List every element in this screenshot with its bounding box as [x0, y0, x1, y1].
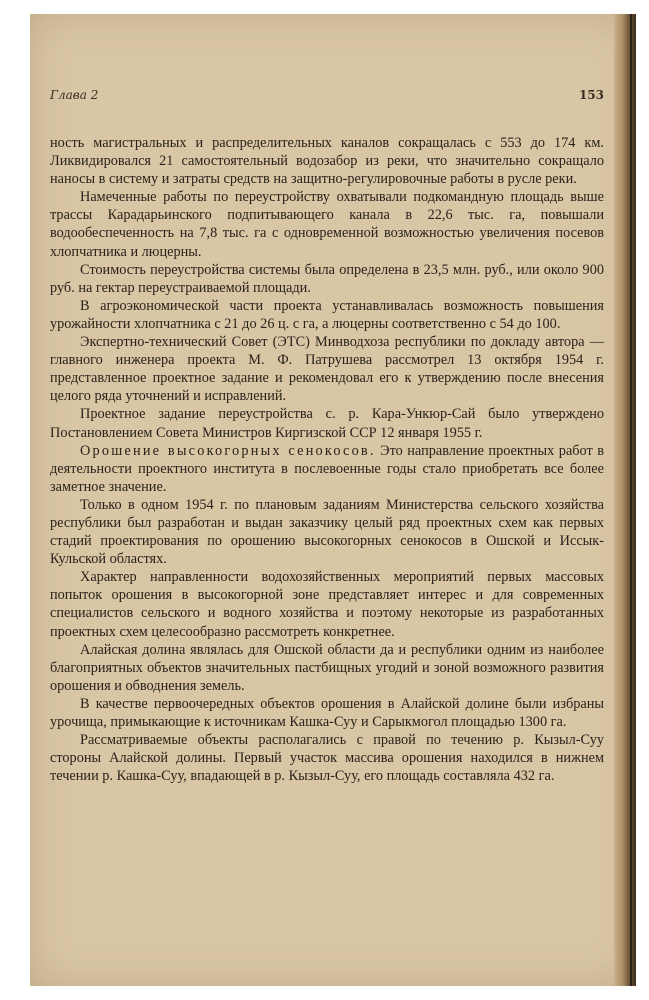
paragraph: Алайская долина являлась для Ошской области да и республики одним из наиболее благоприятных объектов значительных пастбищных угодий и зоной возможного развития орошения и обводнения земель.: [50, 641, 604, 694]
running-head: Глава 2: [50, 88, 99, 102]
book-page: [30, 14, 636, 986]
page-number: 153: [578, 88, 604, 102]
paragraph: Экспертно-технический Совет (ЭТС) Минводхоза республики по докладу автора — главного инженера проекта М. Ф. Патрушева рассмотрел 13 октября 1954 г. представленное проектное задание и рекомендовал его к утверждению после внесения целого ряда уточнений и исправлений.: [50, 334, 604, 405]
section-text: Это направление проектных работ в деятельности проектного института в послевоенные годы стало приобретать все более заметное значение.: [50, 442, 605, 495]
paragraph: Намеченные работы по переустройству охватывали подкомандную площадь выше трассы Карадарьинского подпитывающего канала в 22,6 тыс. га, повышали водообеспеченность на 7,8 тыс. га с одновременной возможностью увеличения посевов хлопчатника и люцерны.: [50, 189, 604, 260]
book-spine-shadow: [614, 14, 636, 986]
paragraph: Стоимость переустройства системы была определена в 23,5 млн. руб., или около 900 руб. на гектар переустраиваемой площади.: [50, 261, 604, 296]
paragraph: В качестве первоочередных объектов орошения в Алайской долине были избраны урочища, примыкающие к источникам Кашка-Суу и Сарыкмогол площадью 1300 га.: [50, 695, 604, 730]
spine-edge: [630, 14, 632, 986]
paragraph: Рассматриваемые объекты располагались с правой по течению р. Кызыл-Суу стороны Алайской долины. Первый участок массива орошения находился в нижнем течении р. Кашка-Суу, впадающей в р. Кызыл-Суу, его площадь составляла 432 га.: [50, 732, 604, 785]
paragraph: Проектное задание переустройства с. р. Кара-Ункюр-Сай было утверждено Постановлением Совета Министров Киргизской ССР 12 января 1955 г.: [50, 406, 604, 441]
paragraph: Только в одном 1954 г. по плановым заданиям Министерства сельского хозяйства республики был разработан и выдан заказчику целый ряд проектных схем как первых стадий проектирования по орошению высокогорных сенокосов в Ошской и Иссык-Кульской областях.: [50, 496, 604, 568]
paragraph: В агроэкономической части проекта устанавливалась возможность повышения урожайности хлопчатника с 21 до 26 ц. с га, а люцерны соответственно с 54 до 100.: [50, 297, 604, 332]
paragraph: ность магистральных и распределительных каналов сокращалась с 553 до 174 км. Ликвидировался 21 самостоятельный водозабор из реки, что значительно сокращало наносы в систему и затраты средств на защитно-регулировочные работы в русле реки.: [50, 135, 604, 188]
section-heading: Орошение высокогорных сенокосов.: [80, 442, 376, 459]
body-text: [50, 134, 604, 785]
section-paragraph: [50, 442, 604, 496]
page-header: [50, 88, 604, 108]
paragraph: Характер направленности водохозяйственных мероприятий первых массовых попыток орошения в высокогорной зоне представляет интерес и для современных специалистов сельского и водного хозяйства и поэтому некоторые из разработанных проектных схем целесообразно рассмотреть конкретнее.: [50, 569, 604, 640]
